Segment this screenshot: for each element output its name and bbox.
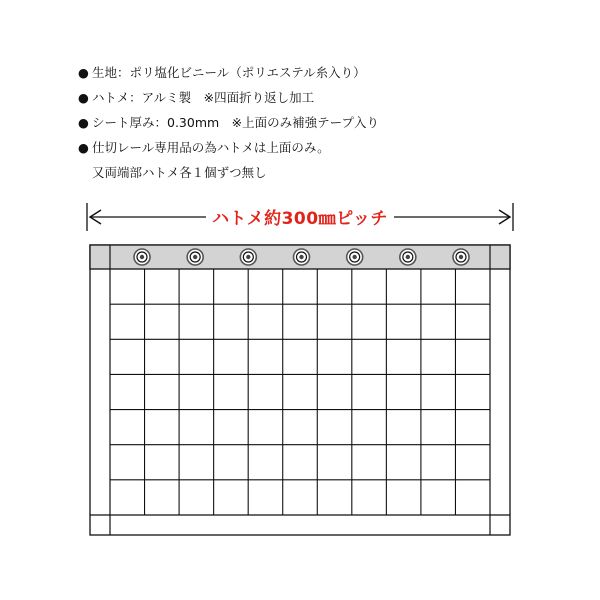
grommet-icon	[240, 249, 256, 265]
bullet-icon: ●	[78, 140, 89, 155]
spec-rail-note-text: 仕切レール専用品の為ハトメは上面のみ。	[92, 140, 330, 155]
spec-grommet-text: ハトメ：アルミ製 ※四面折り返し加工	[92, 90, 315, 105]
sheet-outline	[90, 245, 510, 535]
bullet-icon: ●	[78, 90, 89, 105]
bullet-icon: ●	[78, 65, 89, 80]
bullet-icon: ●	[78, 115, 89, 130]
pitch-label	[0, 204, 600, 229]
spec-thickness-text: シート厚み：0.30mm ※上面のみ補強テープ入り	[92, 115, 380, 130]
grommet-icon	[400, 249, 416, 265]
grommet-icon	[453, 249, 469, 265]
grommet-icon	[347, 249, 363, 265]
grommet-icon	[187, 249, 203, 265]
pitch-label-text: ハトメ約300㎜ピッチ	[206, 209, 394, 229]
grommet-icon	[134, 249, 150, 265]
spec-material-text: 生地：ポリ塩化ビニール（ポリエステル糸入り）	[92, 65, 366, 80]
spec-rail-note-continued-text: 又両端部ハトメ各１個ずつ無し	[92, 165, 267, 180]
grommet-icon	[294, 249, 310, 265]
